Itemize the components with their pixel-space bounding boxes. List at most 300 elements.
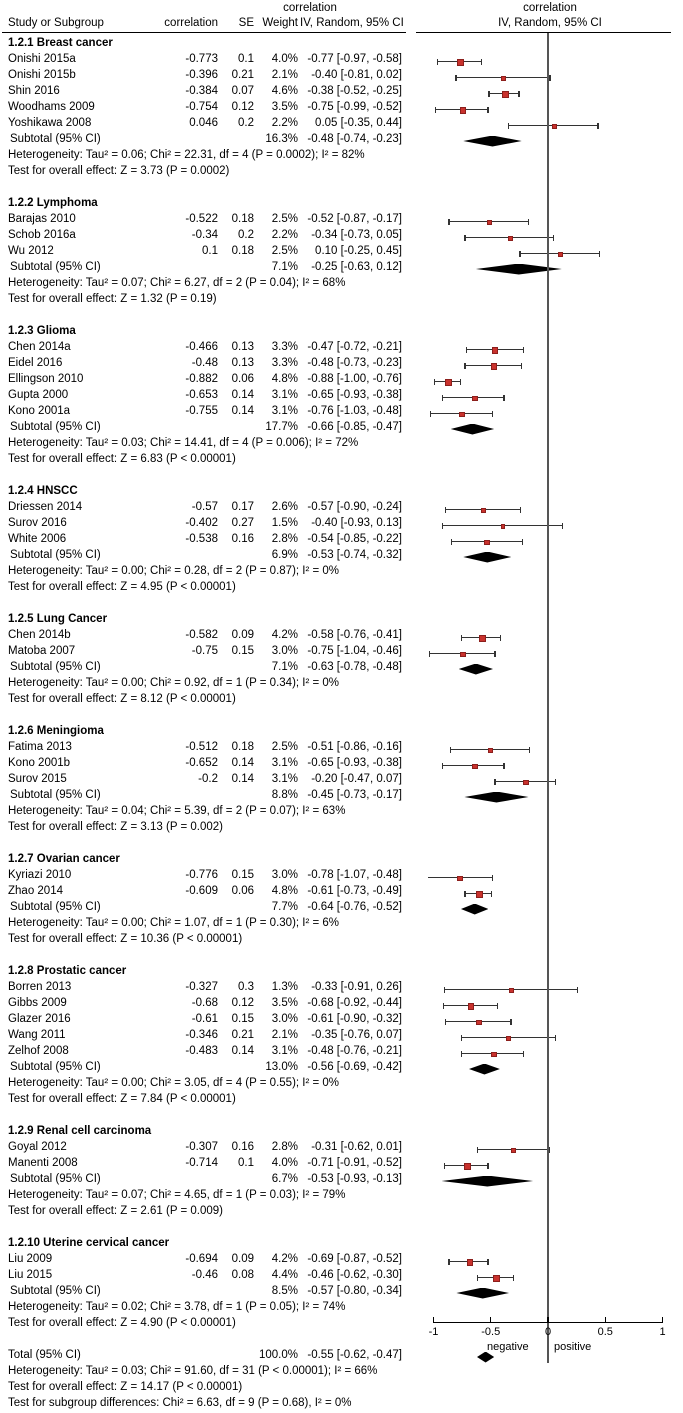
group-header-1.2.2: [0, 197, 675, 213]
row-label: Wang 2011: [8, 1029, 66, 1041]
ci-cap-low: [461, 635, 462, 641]
group-header-1.2.9: [0, 1125, 675, 1141]
study-row: [0, 1269, 675, 1285]
study-row: [0, 85, 675, 101]
heterogeneity-text: Heterogeneity: Tau² = 0.06; Chi² = 22.31, df = 4 (P = 0.0002); I² = 82%: [8, 149, 365, 161]
heterogeneity: [0, 149, 675, 165]
cell-correlation: -0.755: [185, 405, 218, 417]
cell-weight: 1.5%: [271, 517, 298, 529]
study-row: [0, 341, 675, 357]
row-label: Zelhof 2008: [8, 1045, 69, 1057]
cell-weight: 7.1%: [271, 261, 298, 273]
cell-ci: -0.46 [-0.62, -0.30]: [307, 1269, 402, 1281]
cell-se: 0.14: [231, 1045, 254, 1057]
cell-weight: 6.9%: [271, 549, 298, 561]
cell-correlation: -0.384: [185, 85, 218, 97]
header-study: Study or Subgroup: [8, 17, 104, 29]
ci-cap-low: [430, 411, 431, 417]
row-label: Subtotal (95% CI): [10, 261, 101, 273]
effect-marker: [481, 508, 486, 513]
heterogeneity: [0, 805, 675, 821]
study-row: [0, 517, 675, 533]
cell-ci: -0.78 [-1.07, -0.48]: [307, 869, 402, 881]
subtotal-row: [0, 789, 675, 805]
ci-cap-high: [528, 219, 529, 225]
cell-se: 0.2: [238, 229, 254, 241]
ci-cap-low: [445, 1019, 446, 1025]
cell-weight: 2.1%: [271, 1029, 298, 1041]
cell-weight: 100.0%: [258, 1349, 298, 1361]
cell-ci: -0.55 [-0.62, -0.47]: [307, 1349, 402, 1361]
total-heterogeneity-text: Heterogeneity: Tau² = 0.03; Chi² = 91.60, df = 31 (P < 0.00001); I² = 66%: [8, 1365, 378, 1377]
group-header-1.2.4: [0, 485, 675, 501]
ci-cap-low: [435, 107, 436, 113]
ci-cap-high: [513, 1275, 514, 1281]
effect-marker: [488, 748, 493, 753]
row-label: Goyal 2012: [8, 1141, 67, 1153]
effect-marker: [509, 988, 514, 993]
subtotal-row: [0, 421, 675, 437]
group-label: 1.2.3 Glioma: [8, 325, 76, 337]
cell-ci: -0.45 [-0.73, -0.17]: [307, 789, 402, 801]
row-label: Gupta 2000: [8, 389, 69, 401]
ci-cap-low: [448, 1259, 449, 1265]
cell-weight: 3.1%: [271, 1045, 298, 1057]
cell-weight: 4.6%: [271, 85, 298, 97]
overall-effect: [0, 293, 675, 309]
cell-correlation: -0.538: [185, 533, 218, 545]
study-row: [0, 885, 675, 901]
subtotal-row: [0, 1061, 675, 1077]
heterogeneity: [0, 677, 675, 693]
ci-cap-high: [529, 747, 530, 753]
row-label: Matoba 2007: [8, 645, 76, 657]
row-label: Barajas 2010: [8, 213, 76, 225]
row-label: Onishi 2015b: [8, 69, 76, 81]
ci-cap-low: [508, 123, 509, 129]
cell-correlation: -0.483: [185, 1045, 218, 1057]
cell-ci: -0.65 [-0.93, -0.38]: [307, 757, 402, 769]
row-label: Onishi 2015a: [8, 53, 76, 65]
cell-se: 0.15: [231, 1013, 254, 1025]
cell-se: 0.13: [231, 341, 254, 353]
heterogeneity: [0, 437, 675, 453]
heterogeneity-text: Heterogeneity: Tau² = 0.02; Chi² = 3.78, df = 1 (P = 0.05); I² = 74%: [8, 1301, 346, 1313]
cell-ci: -0.56 [-0.69, -0.42]: [307, 1061, 402, 1073]
ci-cap-low: [442, 763, 443, 769]
cell-se: 0.1: [238, 53, 254, 65]
overall-effect: [0, 1093, 675, 1109]
header-rule: [2, 32, 406, 33]
cell-ci: -0.65 [-0.93, -0.38]: [307, 389, 402, 401]
axis-direction-positive: positive: [554, 1341, 592, 1353]
cell-weight: 13.0%: [265, 1061, 298, 1073]
study-row: [0, 213, 675, 229]
cell-ci: -0.63 [-0.78, -0.48]: [307, 661, 402, 673]
ci-cap-high: [520, 507, 521, 513]
row-label: Glazer 2016: [8, 1013, 71, 1025]
effect-marker: [491, 363, 497, 369]
cell-ci: -0.57 [-0.90, -0.24]: [307, 501, 402, 513]
study-row: [0, 533, 675, 549]
cell-ci: -0.88 [-1.00, -0.76]: [307, 373, 402, 385]
ci-cap-low: [448, 219, 449, 225]
cell-weight: 1.3%: [271, 981, 298, 993]
cell-weight: 2.2%: [271, 117, 298, 129]
ci-cap-high: [500, 635, 501, 641]
cell-se: 0.18: [231, 741, 254, 753]
row-label: Chen 2014a: [8, 341, 71, 353]
cell-correlation: 0.1: [202, 245, 218, 257]
study-row: [0, 1141, 675, 1157]
cell-correlation: -0.75: [191, 645, 218, 657]
effect-marker: [468, 1003, 474, 1009]
effect-marker: [457, 59, 464, 66]
ci-cap-high: [492, 411, 493, 417]
cell-weight: 4.0%: [271, 1157, 298, 1169]
cell-weight: 4.2%: [271, 629, 298, 641]
ci-cap-high: [497, 1003, 498, 1009]
cell-weight: 3.3%: [271, 357, 298, 369]
cell-ci: -0.61 [-0.90, -0.32]: [307, 1013, 402, 1025]
cell-se: 0.15: [231, 869, 254, 881]
effect-marker: [523, 780, 529, 786]
row-label: Total (95% CI): [8, 1349, 81, 1361]
ci-cap-low: [444, 1163, 445, 1169]
group-label: 1.2.4 HNSCC: [8, 485, 78, 497]
x-axis-tick: [490, 1317, 491, 1323]
heterogeneity-text: Heterogeneity: Tau² = 0.00; Chi² = 1.07, df = 1 (P = 0.30); I² = 6%: [8, 917, 340, 929]
cell-weight: 7.1%: [271, 661, 298, 673]
group-label: 1.2.2 Lymphoma: [8, 197, 98, 209]
subtotal-row: [0, 549, 675, 565]
cell-ci: -0.34 [-0.73, 0.05]: [311, 229, 402, 241]
group-header-1.2.1: [0, 37, 675, 53]
heterogeneity-text: Heterogeneity: Tau² = 0.00; Chi² = 0.92, df = 1 (P = 0.34); I² = 0%: [8, 677, 340, 689]
axis-direction-negative: negative: [487, 1341, 529, 1353]
row-label: Zhao 2014: [8, 885, 63, 897]
cell-correlation: -0.512: [185, 741, 218, 753]
row-label: Surov 2016: [8, 517, 67, 529]
overall-effect: [0, 693, 675, 709]
cell-correlation: -0.773: [185, 53, 218, 65]
zero-reference-line: [547, 33, 549, 1363]
ci-cap-high: [522, 539, 523, 545]
group-header-1.2.5: [0, 613, 675, 629]
row-label: Kyriazi 2010: [8, 869, 72, 881]
row-label: Manenti 2008: [8, 1157, 78, 1169]
cell-se: 0.18: [231, 245, 254, 257]
cell-correlation: -0.882: [185, 373, 218, 385]
study-row: [0, 741, 675, 757]
group-label: 1.2.5 Lung Cancer: [8, 613, 108, 625]
overall-effect-text: Test for overall effect: Z = 10.36 (P < 0.00001): [8, 933, 243, 945]
ci-cap-high: [510, 1019, 511, 1025]
ci-cap-low: [461, 1035, 462, 1041]
cell-correlation: -0.522: [185, 213, 218, 225]
group-label: 1.2.9 Renal cell carcinoma: [8, 1125, 152, 1137]
cell-correlation: -0.57: [191, 501, 218, 513]
x-axis-tick: [433, 1317, 434, 1323]
row-label: Eidel 2016: [8, 357, 63, 369]
overall-effect-text: Test for overall effect: Z = 3.73 (P = 0.0002): [8, 165, 230, 177]
cell-ci: -0.48 [-0.74, -0.23]: [307, 133, 402, 145]
cell-ci: -0.48 [-0.76, -0.21]: [307, 1045, 402, 1057]
subtotal-row: [0, 901, 675, 917]
row-label: Subtotal (95% CI): [10, 1061, 101, 1073]
group-header-1.2.10: [0, 1237, 675, 1253]
cell-ci: -0.64 [-0.76, -0.52]: [307, 901, 402, 913]
heterogeneity-text: Heterogeneity: Tau² = 0.00; Chi² = 3.05, df = 4 (P = 0.55); I² = 0%: [8, 1077, 340, 1089]
cell-se: 0.2: [238, 117, 254, 129]
row-label: Gibbs 2009: [8, 997, 67, 1009]
study-row: [0, 501, 675, 517]
cell-se: 0.09: [231, 1253, 254, 1265]
cell-correlation: -0.714: [185, 1157, 218, 1169]
effect-marker: [457, 876, 463, 882]
cell-se: 0.14: [231, 773, 254, 785]
cell-se: 0.14: [231, 757, 254, 769]
effect-marker: [484, 540, 490, 546]
cell-ci: -0.47 [-0.72, -0.21]: [307, 341, 402, 353]
subtotal-row: [0, 261, 675, 277]
row-label: Woodhams 2009: [8, 101, 95, 113]
cell-se: 0.13: [231, 357, 254, 369]
cell-weight: 6.7%: [271, 1173, 298, 1185]
row-label: Driessen 2014: [8, 501, 83, 513]
cell-ci: -0.31 [-0.62, 0.01]: [311, 1141, 402, 1153]
ci-cap-low: [443, 1003, 444, 1009]
effect-marker: [460, 107, 466, 113]
overall-effect-text: Test for overall effect: Z = 1.32 (P = 0.19): [8, 293, 217, 305]
group-header-1.2.6: [0, 725, 675, 741]
ci-cap-low: [461, 1051, 462, 1057]
cell-ci: -0.71 [-0.91, -0.52]: [307, 1157, 402, 1169]
cell-weight: 8.5%: [271, 1285, 298, 1297]
ci-cap-high: [549, 75, 550, 81]
cell-weight: 3.1%: [271, 773, 298, 785]
row-label: Liu 2009: [8, 1253, 53, 1265]
cell-ci: -0.35 [-0.76, 0.07]: [311, 1029, 402, 1041]
effect-marker: [476, 1020, 482, 1026]
study-row: [0, 69, 675, 85]
study-row: [0, 1045, 675, 1061]
overall-effect: [0, 1317, 675, 1333]
ci-cap-high: [491, 891, 492, 897]
ci-cap-high: [597, 123, 598, 129]
cell-se: 0.12: [231, 997, 254, 1009]
effect-marker: [476, 891, 483, 898]
row-label: Borren 2013: [8, 981, 72, 993]
ci-cap-high: [553, 235, 554, 241]
cell-ci: -0.48 [-0.73, -0.23]: [307, 357, 402, 369]
ci-cap-low: [445, 507, 446, 513]
cell-correlation: 0.046: [189, 117, 218, 129]
right-column-title: correlation: [523, 2, 577, 14]
cell-weight: 2.5%: [271, 213, 298, 225]
overall-effect-text: Test for overall effect: Z = 6.83 (P < 0.00001): [8, 453, 236, 465]
cell-correlation: -0.327: [185, 981, 218, 993]
cell-ci: -0.77 [-0.97, -0.58]: [307, 53, 402, 65]
row-label: Surov 2015: [8, 773, 67, 785]
cell-correlation: -0.694: [185, 1253, 218, 1265]
cell-weight: 4.0%: [271, 53, 298, 65]
heterogeneity-text: Heterogeneity: Tau² = 0.07; Chi² = 4.65, df = 1 (P = 0.03); I² = 79%: [8, 1189, 346, 1201]
subgroup-differences-text: Test for subgroup differences: Chi² = 6.63, df = 9 (P = 0.68), I² = 0%: [8, 1397, 352, 1409]
cell-ci: -0.40 [-0.81, 0.02]: [311, 69, 402, 81]
ci-cap-low: [466, 347, 467, 353]
overall-effect-text: Test for overall effect: Z = 8.12 (P < 0.00001): [8, 693, 236, 705]
overall-effect: [0, 933, 675, 949]
group-header-1.2.7: [0, 853, 675, 869]
cell-ci: -0.69 [-0.87, -0.52]: [307, 1253, 402, 1265]
cell-weight: 4.2%: [271, 1253, 298, 1265]
cell-ci: -0.75 [-0.99, -0.52]: [307, 101, 402, 113]
study-row: [0, 997, 675, 1013]
cell-weight: 3.3%: [271, 341, 298, 353]
effect-marker: [459, 412, 465, 418]
effect-marker: [487, 220, 492, 225]
row-label: Chen 2014b: [8, 629, 71, 641]
cell-ci: -0.57 [-0.80, -0.34]: [307, 1285, 402, 1297]
x-axis-tick: [662, 1317, 663, 1323]
heterogeneity-text: Heterogeneity: Tau² = 0.03; Chi² = 14.41, df = 4 (P = 0.006); I² = 72%: [8, 437, 359, 449]
study-row: [0, 1013, 675, 1029]
total-heterogeneity: [0, 1365, 675, 1381]
header-weight: Weight: [262, 17, 298, 29]
cell-weight: 3.1%: [271, 389, 298, 401]
overall-effect: [0, 453, 675, 469]
group-header-1.2.3: [0, 325, 675, 341]
cell-se: 0.21: [231, 1029, 254, 1041]
heterogeneity-text: Heterogeneity: Tau² = 0.00; Chi² = 0.28, df = 2 (P = 0.87); I² = 0%: [8, 565, 340, 577]
overall-effect: [0, 581, 675, 597]
study-row: [0, 357, 675, 373]
heterogeneity: [0, 277, 675, 293]
x-axis-tick-label: 0.5: [597, 1326, 613, 1338]
cell-se: 0.3: [238, 981, 254, 993]
effect-marker: [464, 1163, 471, 1170]
effect-marker: [501, 76, 506, 81]
total-overall-effect: [0, 1381, 675, 1397]
cell-correlation: -0.34: [191, 229, 218, 241]
ci-cap-high: [555, 1035, 556, 1041]
total-overall-effect-text: Test for overall effect: Z = 14.17 (P < 0.00001): [8, 1381, 243, 1393]
ci-cap-high: [562, 523, 563, 529]
cell-se: 0.07: [231, 85, 254, 97]
overall-effect: [0, 1205, 675, 1221]
effect-marker: [445, 379, 452, 386]
heterogeneity: [0, 917, 675, 933]
study-row: [0, 629, 675, 645]
ci-cap-high: [460, 379, 461, 385]
study-row: [0, 389, 675, 405]
cell-weight: 8.8%: [271, 789, 298, 801]
ci-cap-low: [494, 779, 495, 785]
x-axis-tick-label: -1: [428, 1326, 439, 1338]
row-label: Subtotal (95% CI): [10, 1285, 101, 1297]
heterogeneity-text: Heterogeneity: Tau² = 0.04; Chi² = 5.39, df = 2 (P = 0.07); I² = 63%: [8, 805, 346, 817]
header-correlation: correlation: [164, 17, 218, 29]
right-column-subtitle: IV, Random, 95% CI: [498, 17, 602, 29]
ci-cap-low: [464, 235, 465, 241]
ci-cap-low: [455, 75, 456, 81]
effect-marker: [501, 524, 506, 529]
cell-correlation: -0.754: [185, 101, 218, 113]
effect-marker: [558, 252, 563, 257]
cell-se: 0.1: [238, 1157, 254, 1169]
cell-correlation: -0.46: [191, 1269, 218, 1281]
study-row: [0, 405, 675, 421]
cell-se: 0.06: [231, 373, 254, 385]
cell-correlation: -0.402: [185, 517, 218, 529]
cell-se: 0.12: [231, 101, 254, 113]
study-row: [0, 229, 675, 245]
cell-weight: 2.8%: [271, 1141, 298, 1153]
cell-correlation: -0.2: [198, 773, 218, 785]
effect-marker: [506, 1036, 511, 1041]
effect-marker: [460, 652, 466, 658]
ci-cap-low: [488, 91, 489, 97]
cell-se: 0.14: [231, 405, 254, 417]
cell-ci: -0.76 [-1.03, -0.48]: [307, 405, 402, 417]
ci-cap-low: [437, 59, 438, 65]
group-header-1.2.8: [0, 965, 675, 981]
row-label: Liu 2015: [8, 1269, 53, 1281]
study-row: [0, 373, 675, 389]
cell-weight: 4.4%: [271, 1269, 298, 1281]
ci-cap-low: [444, 987, 445, 993]
cell-se: 0.15: [231, 645, 254, 657]
ci-cap-low: [429, 651, 430, 657]
ci-cap-low: [464, 891, 465, 897]
heterogeneity: [0, 565, 675, 581]
ci-cap-low: [477, 1147, 478, 1153]
ci-cap-high: [487, 107, 488, 113]
effect-marker: [479, 635, 486, 642]
cell-weight: 3.5%: [271, 997, 298, 1009]
ci-cap-low: [477, 1275, 478, 1281]
cell-se: 0.06: [231, 885, 254, 897]
row-label: Subtotal (95% CI): [10, 1173, 101, 1185]
cell-weight: 2.5%: [271, 741, 298, 753]
cell-weight: 2.8%: [271, 533, 298, 545]
ci-cap-low: [442, 523, 443, 529]
cell-weight: 16.3%: [265, 133, 298, 145]
group-label: 1.2.8 Prostatic cancer: [8, 965, 127, 977]
heterogeneity: [0, 1301, 675, 1317]
cell-weight: 3.5%: [271, 101, 298, 113]
ci-cap-low: [434, 379, 435, 385]
cell-weight: 3.0%: [271, 869, 298, 881]
x-axis-tick: [547, 1317, 548, 1323]
overall-effect-text: Test for overall effect: Z = 4.90 (P < 0.00001): [8, 1317, 236, 1329]
row-label: Subtotal (95% CI): [10, 901, 101, 913]
cell-weight: 2.6%: [271, 501, 298, 513]
cell-correlation: -0.582: [185, 629, 218, 641]
cell-se: 0.08: [231, 1269, 254, 1281]
cell-ci: -0.68 [-0.92, -0.44]: [307, 997, 402, 1009]
cell-weight: 4.8%: [271, 885, 298, 897]
row-label: Wu 2012: [8, 245, 54, 257]
overall-effect: [0, 165, 675, 181]
row-label: Subtotal (95% CI): [10, 789, 101, 801]
cell-ci: 0.05 [-0.35, 0.44]: [315, 117, 402, 129]
ci-cap-high: [487, 1163, 488, 1169]
cell-ci: -0.40 [-0.93, 0.13]: [311, 517, 402, 529]
cell-se: 0.21: [231, 69, 254, 81]
cell-correlation: -0.652: [185, 757, 218, 769]
